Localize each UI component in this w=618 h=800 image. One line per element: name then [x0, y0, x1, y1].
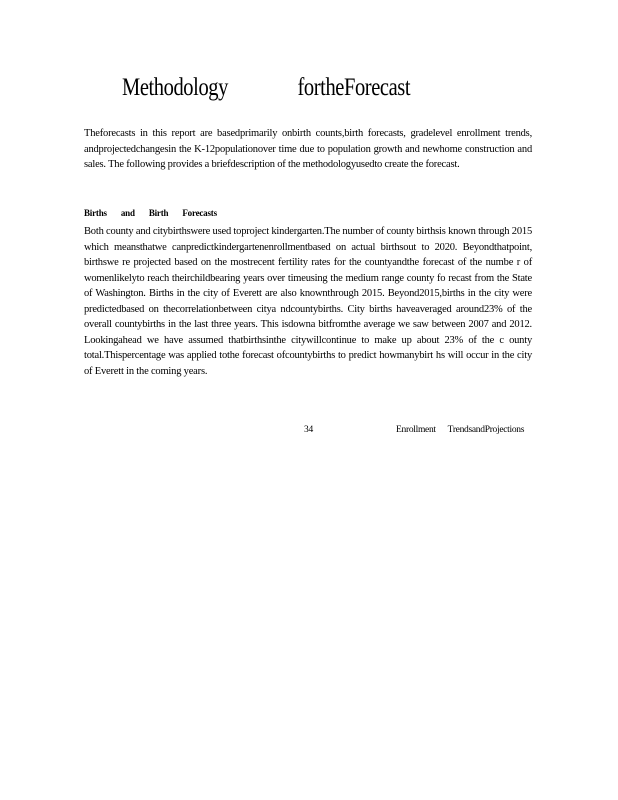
page-title: [122, 74, 411, 102]
intro-paragraph: Theforecasts in this report are basedprimarily onbirth counts,birth forecasts, gradelevel enrollment trends, andprojectedchangesin the K-12populationover time due to population growth and newhome construction and sales. The following provides a briefdescription of the methodologyusedto create the forecast.: [84, 128, 532, 170]
section-heading: Births and Birth Forecasts: [84, 208, 217, 218]
footer-title: Enrollment TrendsandProjections: [396, 425, 525, 435]
page-number: 34: [304, 425, 313, 435]
title-part-1: Methodology: [122, 74, 228, 101]
section-paragraph: Both county and citybirthswere used toproject kindergarten.The number of county birthsis known through 2015 which meansthatwe canpredictkindergartenenrollmentbased on actual birthsout to 2020. Beyondthatpoint, birthswe re projected based on the mostrecent fertility rates for the countyandthe forecast of the numbe r of womenlikelyto reach theirchildbearing years over timeusing the medium range county fo recast from the State of Washington. Births in the city of Everett are also knownthrough 2015. Beyond2015,births in the city were predictedbased on thecorrelationbetween citya ndcountybirths. City births haveaveraged around23% of the overall countybirths in the last three years. This isdowna bitfromthe average we saw between 2007 and 2012. Lookingahead we have assumed thatbirthsinthe citywillcontinue to make up about 23% of the c ounty total.Thispercentage was applied tothe forecast ofcountybirths to predict howmanybirt hs will occur in the city of Everett in the coming years.: [84, 226, 532, 377]
title-part-2: fortheForecast: [297, 74, 411, 101]
